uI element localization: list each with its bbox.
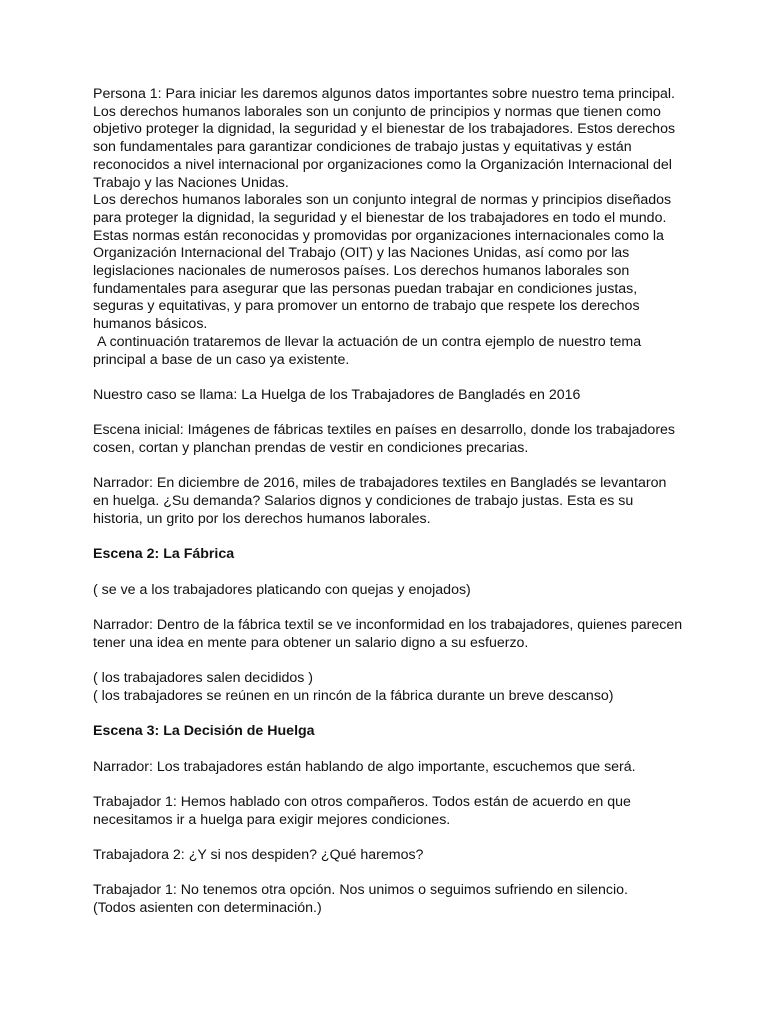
spacer bbox=[93, 706, 683, 724]
spacer bbox=[93, 369, 683, 387]
narrator-line-2: Narrador: Dentro de la fábrica textil se ve inconformidad en los trabajadores, quienes parecen tener una idea en mente para obtener un salario digno a su esfuerzo. bbox=[93, 617, 687, 651]
spacer bbox=[93, 458, 683, 476]
stage-direction-1: ( se ve a los trabajadores platicando con quejas y enojados) bbox=[93, 581, 471, 598]
scene-2-heading: Escena 2: La Fábrica bbox=[93, 546, 235, 563]
stage-direction-2: ( los trabajadores salen decididos ) bbox=[93, 670, 314, 687]
narrator-line-1: Narrador: En diciembre de 2016, miles de trabajadores textiles en Bangladés se levantaron en huelga. ¿Su demanda? Salarios dignos y condiciones de trabajo justas. Esta es su historia, un grito por los derechos humanos laborales. bbox=[93, 475, 671, 527]
case-title: Nuestro caso se llama: La Huelga de los Trabajadores de Bangladés en 2016 bbox=[93, 386, 581, 403]
spacer bbox=[93, 776, 683, 794]
worker-2-line: Trabajadora 2: ¿Y si nos despiden? ¿Qué haremos? bbox=[93, 847, 424, 864]
worker-1-line-1: Trabajador 1: Hemos hablado con otros compañeros. Todos están de acuerdo en que necesitamos ir a huelga para exigir mejores condiciones. bbox=[93, 793, 635, 828]
spacer bbox=[93, 599, 683, 617]
intro-paragraph-1: Persona 1: Para iniciar les daremos algunos datos importantes sobre nuestro tema principal. Los derechos humanos laborales son un conjunto de principios y normas que tienen como objetivo proteger la dignidad, la seguridad y el bienestar de los trabajadores. Estos derechos son fundamentales para garantizar condiciones de trabajo justas y equitativas y están reconocidos a nivel internacional por organizaciones como la Organización Internacional del Trabajo y las Naciones Unidas. bbox=[93, 86, 680, 191]
intro-paragraph-3: A continuación trataremos de llevar la actuación de un contra ejemplo de nuestro tema principal a base de un caso ya existente. bbox=[93, 333, 646, 368]
spacer bbox=[93, 652, 683, 670]
spacer bbox=[93, 865, 683, 883]
spacer bbox=[93, 741, 683, 759]
narrator-line-3: Narrador: Los trabajadores están hablando de algo importante, escuchemos que será. bbox=[93, 758, 636, 775]
scene-initial: Escena inicial: Imágenes de fábricas textiles en países en desarrollo, donde los trabajadores cosen, cortan y planchan prendas de vestir en condiciones precarias. bbox=[93, 422, 679, 457]
spacer bbox=[93, 829, 683, 847]
document-page bbox=[93, 86, 687, 918]
intro-paragraph-2: Los derechos humanos laborales son un conjunto integral de normas y principios diseñados para proteger la dignidad, la seguridad y el bienestar de los trabajadores en todo el mundo. Estas normas están reconocidas y promovidas por organizaciones internacionales como la Organización Internacional del Trabajo (OIT) y las Naciones Unidas, así como por las legislaciones nacionales de numerosos países. Los derechos humanos laborales son fundamentales para asegurar que las personas puedan trabajar en condiciones justas, seguras y equitativas, y para promover un entorno de trabajo que respete los derechos humanos básicos. bbox=[93, 192, 676, 333]
worker-1-line-2: Trabajador 1: No tenemos otra opción. Nos unimos o seguimos sufriendo en silencio. bbox=[93, 882, 628, 899]
spacer bbox=[93, 529, 683, 547]
stage-direction-final: (Todos asienten con determinación.) bbox=[93, 900, 322, 917]
stage-direction-3: ( los trabajadores se reúnen en un rincón de la fábrica durante un breve descanso) bbox=[93, 687, 614, 704]
scene-3-heading: Escena 3: La Decisión de Huelga bbox=[93, 723, 315, 740]
spacer bbox=[93, 405, 683, 423]
spacer bbox=[93, 564, 683, 582]
